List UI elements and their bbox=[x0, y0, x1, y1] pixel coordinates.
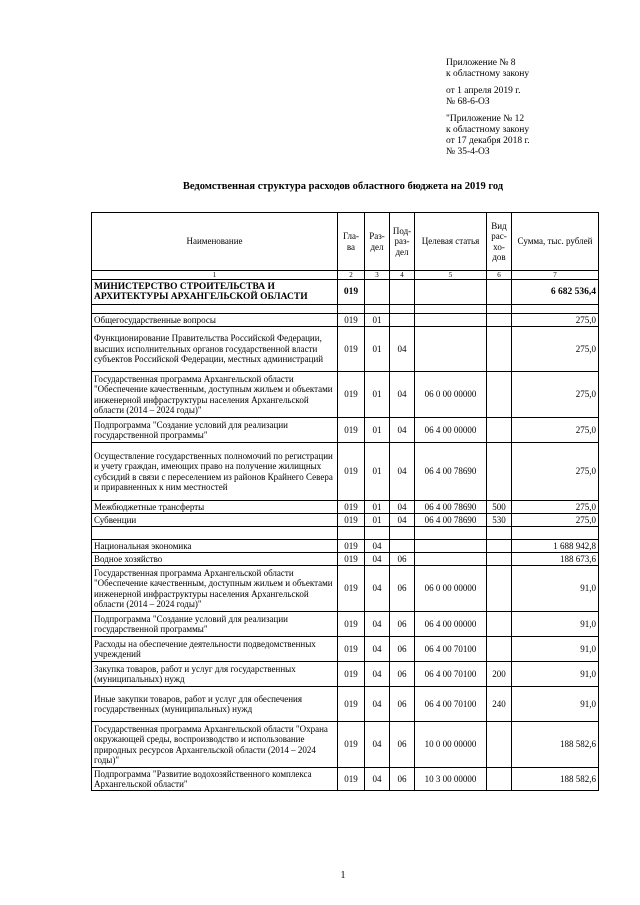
row-subsection-cell: 04 bbox=[390, 418, 415, 443]
ministry-row bbox=[92, 280, 599, 305]
row-amount-cell: 275,0 bbox=[512, 514, 599, 527]
row-name-cell: Государственная программа Архангельской области "Охрана окружающей среды, воспроизводство и использование природных ресурсов Архангельской области (2014 – 2024 годы)" bbox=[92, 722, 338, 768]
row-subsection-cell: 04 bbox=[390, 501, 415, 514]
row-chapter-cell bbox=[338, 305, 365, 314]
row-section-cell: 01 bbox=[365, 443, 390, 501]
row-amount-cell bbox=[512, 305, 599, 314]
row-chapter-cell: 019 bbox=[338, 540, 365, 553]
column-header-amount: Сумма, тыс. рублей bbox=[512, 213, 599, 271]
row-target-cell: 06 4 00 00000 bbox=[415, 612, 487, 637]
row-target-cell: 10 3 00 00000 bbox=[415, 768, 487, 791]
row-section-cell: 01 bbox=[365, 327, 390, 372]
row-name-cell: Подпрограмма "Создание условий для реализации государственной программы" bbox=[92, 418, 338, 443]
row-name-cell bbox=[92, 305, 338, 314]
row-name-cell: Функционирование Правительства Российской Федерации, высших исполнительных органов государственной власти субъектов Российской Федерации, местных администраций bbox=[92, 327, 338, 372]
column-number: 6 bbox=[487, 271, 512, 280]
appendix-to-label: к областному закону bbox=[446, 69, 530, 79]
row-subsection-cell bbox=[390, 314, 415, 327]
row-expense-type-cell: 240 bbox=[487, 687, 512, 722]
row-chapter-cell: 019 bbox=[338, 722, 365, 768]
row-name-cell: Осуществление государственных полномочий по регистрации и учету граждан, имеющих право на получение жилищных субсидий в связи с переселением из районов Крайнего Севера и приравненных к ним местностей bbox=[92, 443, 338, 501]
column-header-name: Наименование bbox=[92, 213, 338, 271]
row-name-cell: МИНИСТЕРСТВО СТРОИТЕЛЬСТВА И АРХИТЕКТУРЫ АРХАНГЕЛЬСКОЙ ОБЛАСТИ bbox=[92, 280, 338, 305]
row-chapter-cell: 019 bbox=[338, 372, 365, 418]
row-amount-cell: 275,0 bbox=[512, 327, 599, 372]
row-target-cell bbox=[415, 327, 487, 372]
row-chapter-cell: 019 bbox=[338, 687, 365, 722]
table-row bbox=[92, 637, 599, 662]
column-header-target: Целевая статья bbox=[415, 213, 487, 271]
table-row bbox=[92, 687, 599, 722]
table-row bbox=[92, 540, 599, 553]
table-row bbox=[92, 722, 599, 768]
row-amount-cell: 91,0 bbox=[512, 612, 599, 637]
row-name-cell: Межбюджетные трансферты bbox=[92, 501, 338, 514]
row-subsection-cell bbox=[390, 527, 415, 540]
row-subsection-cell: 04 bbox=[390, 327, 415, 372]
row-chapter-cell: 019 bbox=[338, 514, 365, 527]
row-expense-type-cell bbox=[487, 305, 512, 314]
row-name-cell: Субвенции bbox=[92, 514, 338, 527]
row-chapter-cell: 019 bbox=[338, 566, 365, 612]
row-expense-type-cell: 500 bbox=[487, 501, 512, 514]
orig-law-date: от 17 декабря 2018 г. bbox=[446, 136, 530, 146]
row-name-cell: Закупка товаров, работ и услуг для государственных (муниципальных) нужд bbox=[92, 662, 338, 687]
appendix-label: Приложение № 8 bbox=[446, 58, 516, 68]
table-row bbox=[92, 662, 599, 687]
row-amount-cell: 188 673,6 bbox=[512, 553, 599, 566]
law-date: от 1 апреля 2019 г. bbox=[446, 86, 521, 96]
row-subsection-cell: 06 bbox=[390, 637, 415, 662]
row-expense-type-cell bbox=[487, 722, 512, 768]
orig-appendix-block bbox=[446, 114, 626, 158]
row-expense-type-cell bbox=[487, 768, 512, 791]
row-chapter-cell: 019 bbox=[338, 637, 365, 662]
table-row bbox=[92, 418, 599, 443]
row-section-cell: 04 bbox=[365, 768, 390, 791]
row-amount-cell: 275,0 bbox=[512, 443, 599, 501]
table-row bbox=[92, 305, 599, 314]
row-expense-type-cell bbox=[487, 566, 512, 612]
table-header-row bbox=[92, 213, 599, 271]
row-chapter-cell: 019 bbox=[338, 443, 365, 501]
row-expense-type-cell bbox=[487, 327, 512, 372]
row-expense-type-cell bbox=[487, 527, 512, 540]
row-expense-type-cell bbox=[487, 280, 512, 305]
budget-table bbox=[91, 212, 599, 791]
row-section-cell: 01 bbox=[365, 418, 390, 443]
row-section-cell: 04 bbox=[365, 612, 390, 637]
row-amount-cell: 275,0 bbox=[512, 372, 599, 418]
table-row bbox=[92, 768, 599, 791]
row-amount-cell: 275,0 bbox=[512, 314, 599, 327]
row-name-cell: Государственная программа Архангельской области "Обеспечение качественным, доступным жильем и объектами инженерной инфраструктуры населения Архангельской области (2014 – 2024 годы)" bbox=[92, 566, 338, 612]
column-header-chapter: Гла-ва bbox=[338, 213, 365, 271]
row-subsection-cell: 06 bbox=[390, 722, 415, 768]
row-section-cell: 04 bbox=[365, 566, 390, 612]
row-section-cell: 01 bbox=[365, 514, 390, 527]
row-amount-cell: 91,0 bbox=[512, 662, 599, 687]
row-amount-cell: 91,0 bbox=[512, 566, 599, 612]
row-chapter-cell: 019 bbox=[338, 314, 365, 327]
row-subsection-cell bbox=[390, 540, 415, 553]
document-title: Ведомственная структура расходов областного бюджета на 2019 год bbox=[182, 181, 504, 192]
row-name-cell: Государственная программа Архангельской области "Обеспечение качественным, доступным жильем и объектами инженерной инфраструктуры населения Архангельской области (2014 – 2024 годы)" bbox=[92, 372, 338, 418]
row-target-cell: 06 0 00 00000 bbox=[415, 566, 487, 612]
row-subsection-cell: 06 bbox=[390, 768, 415, 791]
table-row bbox=[92, 514, 599, 527]
row-amount-cell: 275,0 bbox=[512, 501, 599, 514]
row-name-cell: Подпрограмма "Создание условий для реализации государственной программы" bbox=[92, 612, 338, 637]
column-number: 5 bbox=[415, 271, 487, 280]
row-section-cell bbox=[365, 527, 390, 540]
table-row bbox=[92, 327, 599, 372]
row-target-cell: 06 4 00 78690 bbox=[415, 443, 487, 501]
table-row bbox=[92, 372, 599, 418]
column-header-section: Раз-дел bbox=[365, 213, 390, 271]
row-expense-type-cell bbox=[487, 443, 512, 501]
row-expense-type-cell: 530 bbox=[487, 514, 512, 527]
row-target-cell: 06 4 00 00000 bbox=[415, 418, 487, 443]
row-subsection-cell: 04 bbox=[390, 514, 415, 527]
row-chapter-cell: 019 bbox=[338, 768, 365, 791]
column-number: 4 bbox=[390, 271, 415, 280]
row-chapter-cell: 019 bbox=[338, 280, 365, 305]
row-amount-cell: 6 682 536,4 bbox=[512, 280, 599, 305]
row-chapter-cell: 019 bbox=[338, 612, 365, 637]
row-subsection-cell bbox=[390, 305, 415, 314]
appendix-block bbox=[446, 58, 626, 80]
column-number: 1 bbox=[92, 271, 338, 280]
row-chapter-cell: 019 bbox=[338, 327, 365, 372]
column-numbers-row bbox=[92, 271, 599, 280]
row-target-cell: 06 4 00 78690 bbox=[415, 514, 487, 527]
row-name-cell bbox=[92, 527, 338, 540]
row-target-cell: 06 4 00 70100 bbox=[415, 687, 487, 722]
row-chapter-cell: 019 bbox=[338, 418, 365, 443]
row-target-cell bbox=[415, 527, 487, 540]
row-subsection-cell: 06 bbox=[390, 553, 415, 566]
row-expense-type-cell bbox=[487, 314, 512, 327]
row-section-cell: 01 bbox=[365, 501, 390, 514]
law-number: № 68-6-ОЗ bbox=[446, 97, 490, 107]
row-expense-type-cell bbox=[487, 418, 512, 443]
row-section-cell bbox=[365, 280, 390, 305]
table-row bbox=[92, 553, 599, 566]
row-amount-cell bbox=[512, 527, 599, 540]
row-name-cell: Общегосударственные вопросы bbox=[92, 314, 338, 327]
row-target-cell: 06 4 00 78690 bbox=[415, 501, 487, 514]
law-block bbox=[446, 86, 626, 108]
row-amount-cell: 188 582,6 bbox=[512, 768, 599, 791]
row-amount-cell: 275,0 bbox=[512, 418, 599, 443]
row-target-cell bbox=[415, 280, 487, 305]
row-subsection-cell: 06 bbox=[390, 566, 415, 612]
row-section-cell: 04 bbox=[365, 687, 390, 722]
row-name-cell: Расходы на обеспечение деятельности подведомственных учреждений bbox=[92, 637, 338, 662]
row-expense-type-cell bbox=[487, 372, 512, 418]
row-amount-cell: 188 582,6 bbox=[512, 722, 599, 768]
row-section-cell: 04 bbox=[365, 722, 390, 768]
row-target-cell bbox=[415, 305, 487, 314]
row-expense-type-cell bbox=[487, 612, 512, 637]
column-number: 7 bbox=[512, 271, 599, 280]
table-row bbox=[92, 566, 599, 612]
column-header-expense-type: Вид рас-хо-дов bbox=[487, 213, 512, 271]
row-expense-type-cell bbox=[487, 553, 512, 566]
row-chapter-cell bbox=[338, 527, 365, 540]
row-expense-type-cell bbox=[487, 540, 512, 553]
row-chapter-cell: 019 bbox=[338, 553, 365, 566]
row-target-cell bbox=[415, 540, 487, 553]
row-name-cell: Подпрограмма "Развитие водохозяйственного комплекса Архангельской области" bbox=[92, 768, 338, 791]
table-row bbox=[92, 314, 599, 327]
row-target-cell bbox=[415, 314, 487, 327]
orig-appendix-label: "Приложение № 12 bbox=[446, 114, 525, 124]
row-amount-cell: 91,0 bbox=[512, 687, 599, 722]
row-subsection-cell: 06 bbox=[390, 687, 415, 722]
row-subsection-cell: 04 bbox=[390, 372, 415, 418]
row-target-cell: 06 0 00 00000 bbox=[415, 372, 487, 418]
budget-table-body bbox=[92, 213, 599, 791]
column-number: 2 bbox=[338, 271, 365, 280]
row-name-cell: Иные закупки товаров, работ и услуг для обеспечения государственных (муниципальных) нужд bbox=[92, 687, 338, 722]
row-target-cell: 10 0 00 00000 bbox=[415, 722, 487, 768]
row-section-cell: 04 bbox=[365, 540, 390, 553]
row-expense-type-cell bbox=[487, 637, 512, 662]
row-target-cell bbox=[415, 553, 487, 566]
row-chapter-cell: 019 bbox=[338, 501, 365, 514]
row-section-cell: 01 bbox=[365, 314, 390, 327]
column-header-subsection: Под-раз-дел bbox=[390, 213, 415, 271]
row-name-cell: Водное хозяйство bbox=[92, 553, 338, 566]
row-subsection-cell: 06 bbox=[390, 612, 415, 637]
row-section-cell: 04 bbox=[365, 553, 390, 566]
page-number: 1 bbox=[340, 870, 346, 881]
row-name-cell: Национальная экономика bbox=[92, 540, 338, 553]
row-section-cell bbox=[365, 305, 390, 314]
row-section-cell: 01 bbox=[365, 372, 390, 418]
row-chapter-cell: 019 bbox=[338, 662, 365, 687]
table-row bbox=[92, 443, 599, 501]
orig-law-number: № 35-4-ОЗ bbox=[446, 147, 490, 157]
row-section-cell: 04 bbox=[365, 662, 390, 687]
row-amount-cell: 91,0 bbox=[512, 637, 599, 662]
row-target-cell: 06 4 00 70100 bbox=[415, 662, 487, 687]
column-number: 3 bbox=[365, 271, 390, 280]
row-subsection-cell bbox=[390, 280, 415, 305]
row-section-cell: 04 bbox=[365, 637, 390, 662]
row-amount-cell: 1 688 942,8 bbox=[512, 540, 599, 553]
table-row bbox=[92, 612, 599, 637]
row-subsection-cell: 04 bbox=[390, 443, 415, 501]
row-expense-type-cell: 200 bbox=[487, 662, 512, 687]
row-target-cell: 06 4 00 70100 bbox=[415, 637, 487, 662]
orig-appendix-to-label: к областному закону bbox=[446, 125, 530, 135]
table-row bbox=[92, 501, 599, 514]
table-row bbox=[92, 527, 599, 540]
document-header bbox=[446, 58, 626, 164]
row-subsection-cell: 06 bbox=[390, 662, 415, 687]
